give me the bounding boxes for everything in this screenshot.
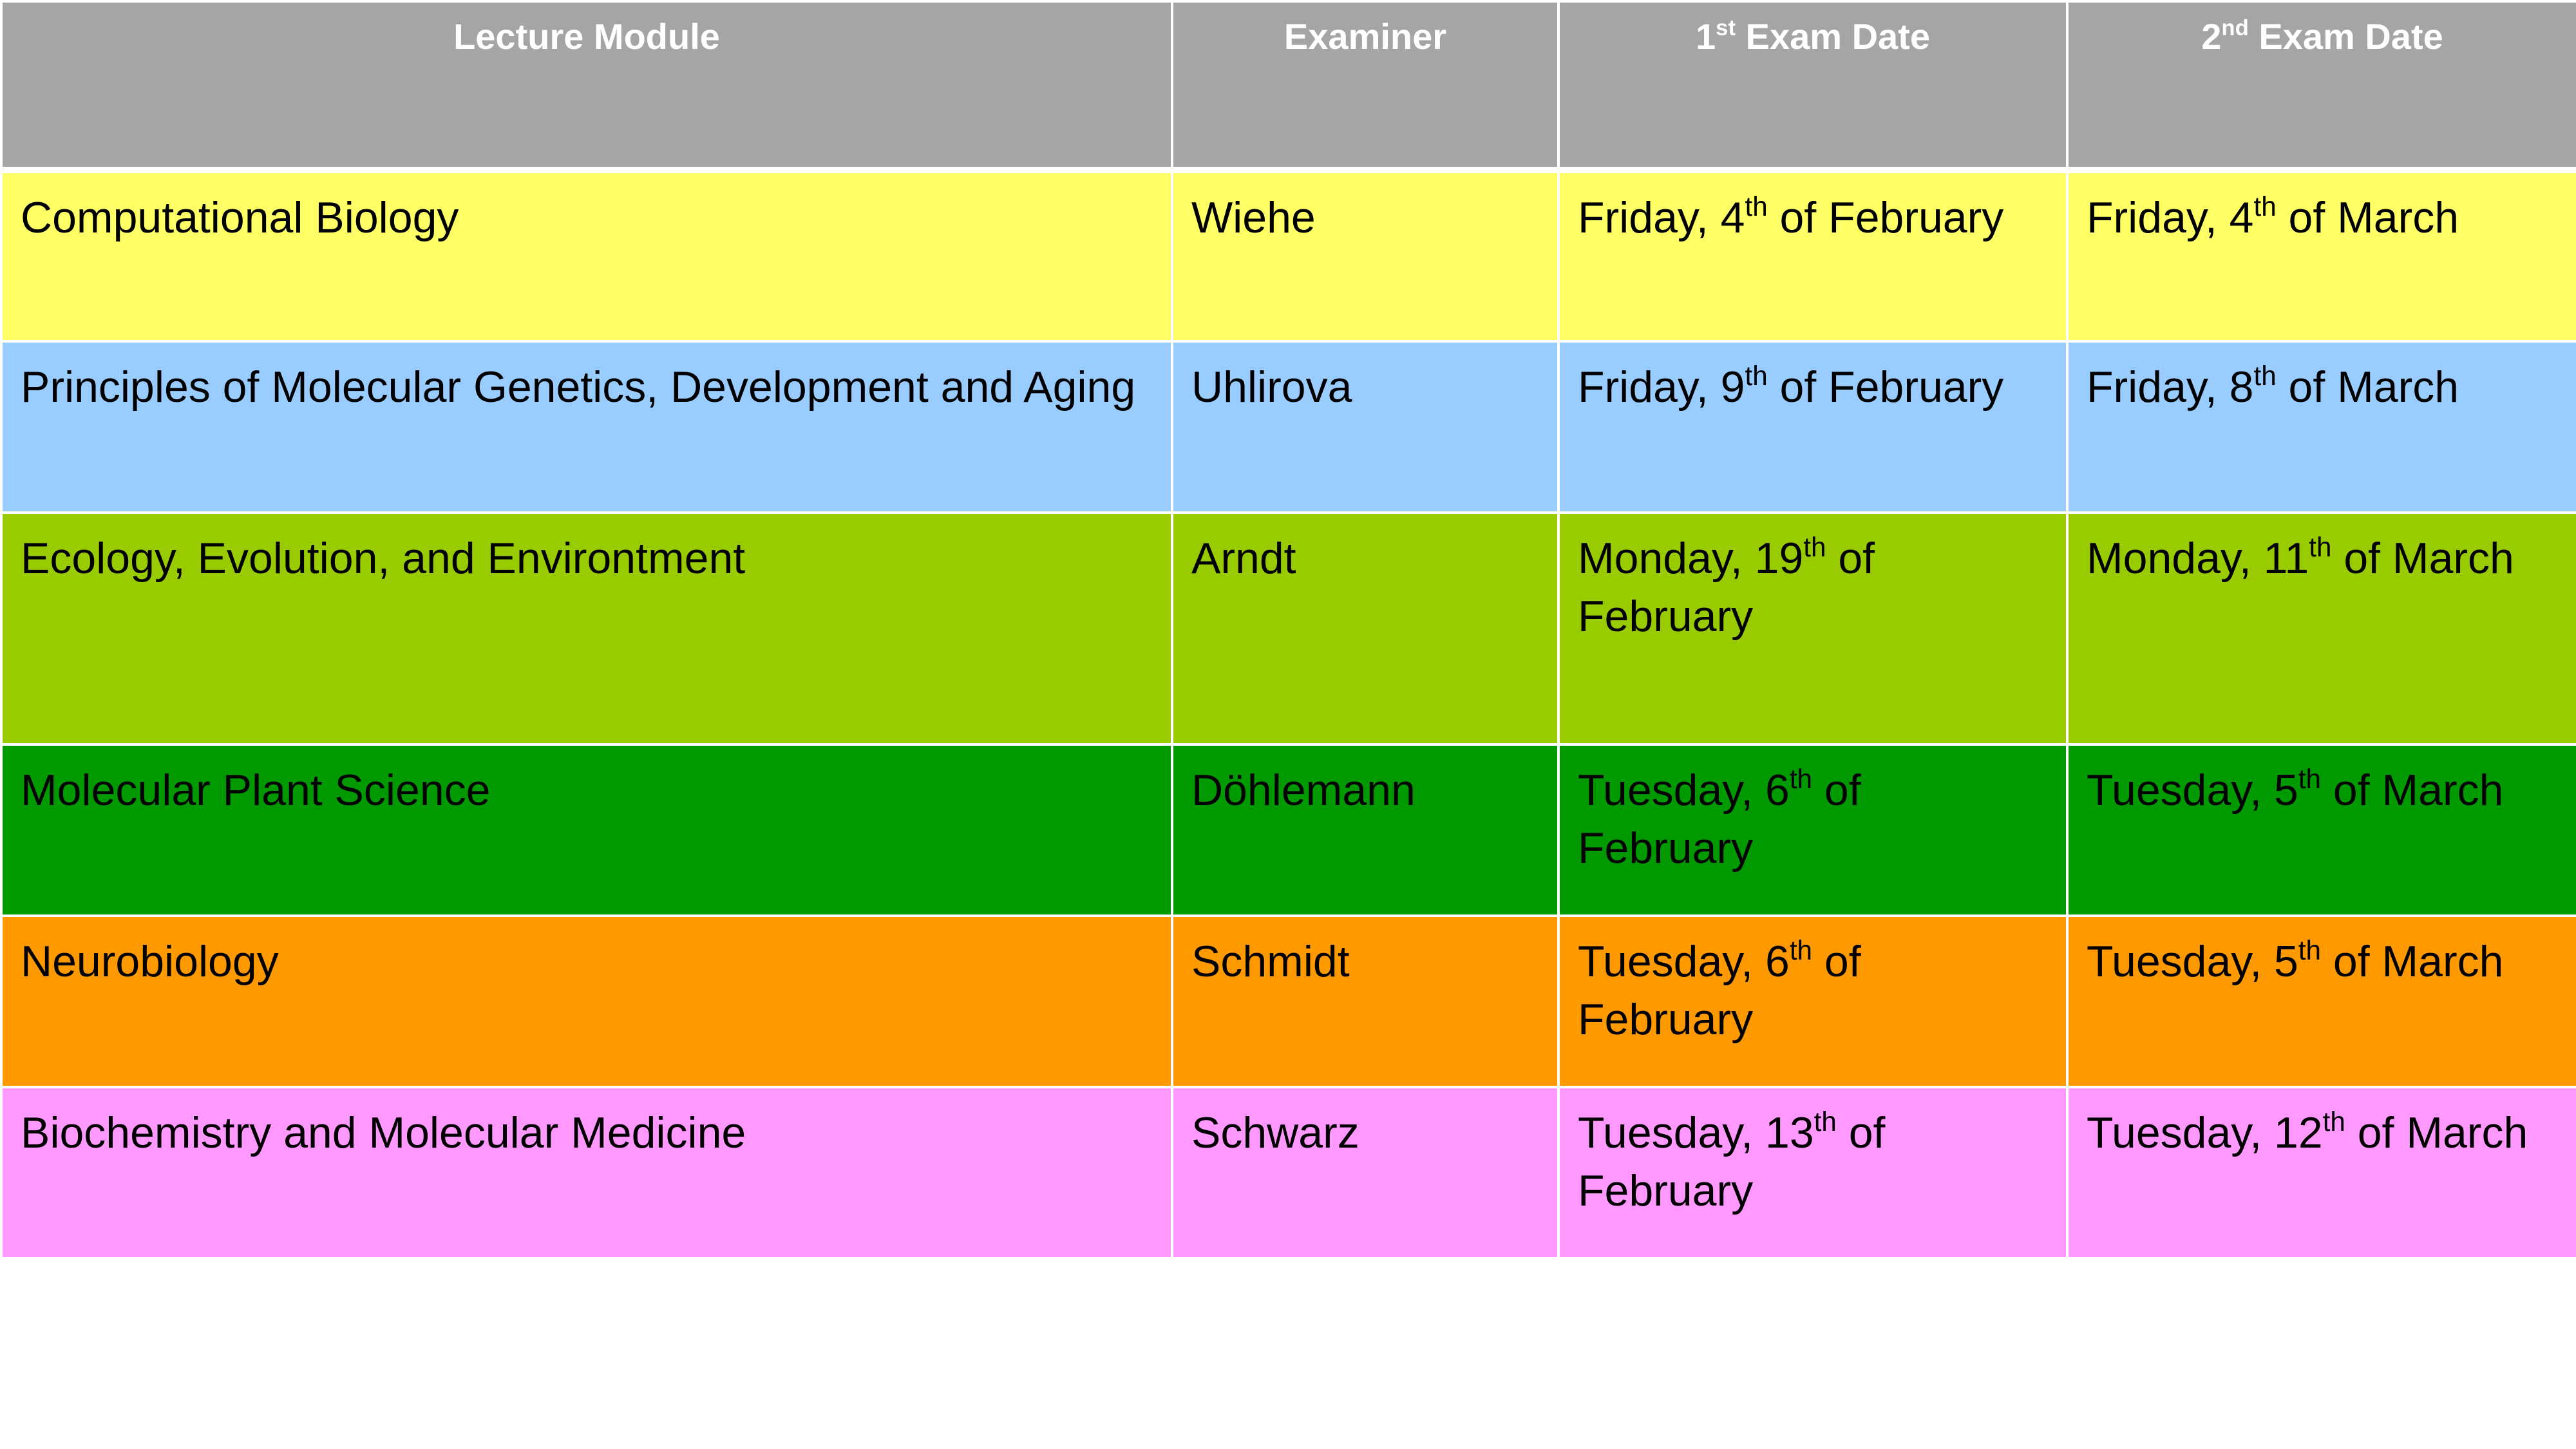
header-first-exam-date: 1st Exam Date — [1558, 1, 2067, 170]
examiner-cell: Arndt — [1172, 513, 1558, 744]
table-row — [1, 916, 2576, 1087]
second-exam-date-cell: Tuesday, 5th of March — [2067, 744, 2576, 916]
table-row — [1, 170, 2576, 341]
table-row — [1, 1087, 2576, 1258]
examiner-cell: Wiehe — [1172, 170, 1558, 341]
first-exam-date-cell: Tuesday, 13th of February — [1558, 1087, 2067, 1258]
examiner-cell: Uhlirova — [1172, 341, 1558, 513]
header-examiner: Examiner — [1172, 1, 1558, 170]
module-cell: Ecology, Evolution, and Environtment — [1, 513, 1172, 744]
table-row — [1, 513, 2576, 744]
second-exam-date-cell: Tuesday, 5th of March — [2067, 916, 2576, 1087]
second-exam-date-cell: Friday, 8th of March — [2067, 341, 2576, 513]
table-header-row — [1, 1, 2576, 170]
first-exam-date-cell: Friday, 4th of February — [1558, 170, 2067, 341]
table-row — [1, 744, 2576, 916]
module-cell: Principles of Molecular Genetics, Development and Aging — [1, 341, 1172, 513]
second-exam-date-cell: Monday, 11th of March — [2067, 513, 2576, 744]
module-cell: Neurobiology — [1, 916, 1172, 1087]
second-exam-date-cell: Tuesday, 12th of March — [2067, 1087, 2576, 1258]
module-cell: Computational Biology — [1, 170, 1172, 341]
header-lecture-module: Lecture Module — [1, 1, 1172, 170]
table-row — [1, 341, 2576, 513]
first-exam-date-cell: Tuesday, 6th of February — [1558, 744, 2067, 916]
examiner-cell: Schwarz — [1172, 1087, 1558, 1258]
second-exam-date-cell: Friday, 4th of March — [2067, 170, 2576, 341]
module-cell: Biochemistry and Molecular Medicine — [1, 1087, 1172, 1258]
first-exam-date-cell: Friday, 9th of February — [1558, 341, 2067, 513]
examiner-cell: Döhlemann — [1172, 744, 1558, 916]
header-second-exam-date: 2nd Exam Date — [2067, 1, 2576, 170]
examiner-cell: Schmidt — [1172, 916, 1558, 1087]
module-cell: Molecular Plant Science — [1, 744, 1172, 916]
first-exam-date-cell: Monday, 19th of February — [1558, 513, 2067, 744]
first-exam-date-cell: Tuesday, 6th of February — [1558, 916, 2067, 1087]
